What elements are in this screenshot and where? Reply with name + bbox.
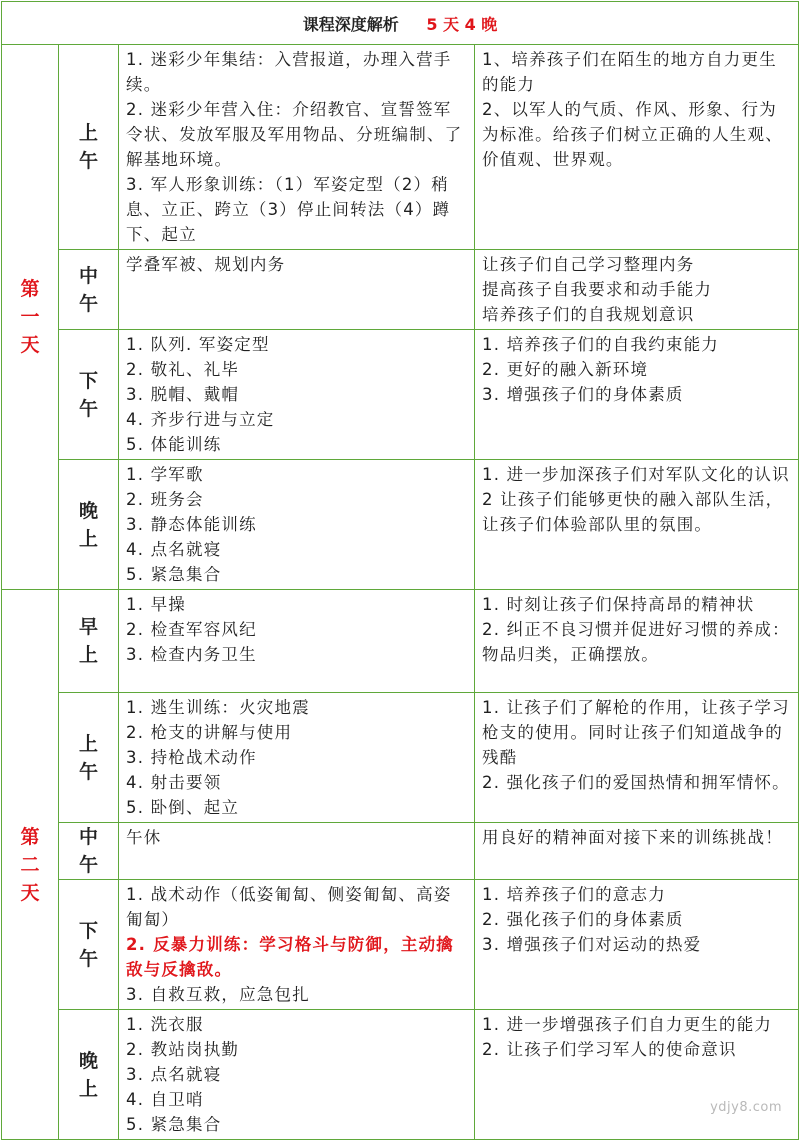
activity-item: 5. 卧倒、起立 — [126, 798, 240, 817]
goal-item: 2. 让孩子们学习军人的使命意识 — [482, 1040, 737, 1059]
goal-item: 2、以军人的气质、作风、形象、行为为标准。给孩子们树立正确的人生观、价值观、世界观。 — [482, 100, 783, 169]
goal-item: 培养孩子们的自我规划意识 — [482, 305, 695, 324]
goal-item: 2 让孩子们能够更快的融入部队生活，让孩子们体验部队里的氛围。 — [482, 490, 784, 534]
period-label — [59, 460, 119, 590]
activity-item: 学叠军被、规划内务 — [126, 255, 286, 274]
activity-item: 3. 检查内务卫生 — [126, 645, 257, 664]
period-char: 早 — [78, 616, 98, 638]
goals-cell — [475, 693, 799, 823]
goal-item: 让孩子们自己学习整理内务 — [482, 255, 695, 274]
table-header — [2, 2, 799, 45]
period-char: 晚 — [78, 499, 98, 522]
activity-item: 4. 自卫哨 — [126, 1090, 204, 1109]
activity-item: 5. 紧急集合 — [126, 565, 222, 584]
goal-item: 1. 培养孩子们的意志力 — [482, 885, 666, 904]
period-label — [59, 330, 119, 460]
goals-cell — [475, 330, 799, 460]
activity-item: 5. 体能训练 — [126, 435, 222, 454]
activity-item: 1. 战术动作（低姿匍匐、侧姿匍匐、高姿匍匐） — [126, 885, 452, 929]
period-char: 上 — [78, 1077, 98, 1100]
day1-label — [2, 45, 59, 590]
period-char: 午 — [78, 397, 98, 420]
period-char: 晚 — [78, 1049, 98, 1072]
goal-item: 2. 强化孩子们的身体素质 — [482, 910, 684, 929]
activities-cell — [119, 590, 475, 693]
goal-item: 1. 时刻让孩子们保持高昂的精神状 — [482, 595, 755, 614]
activity-item: 4. 齐步行进与立定 — [126, 410, 275, 429]
header-title: 课程深度解析 — [302, 14, 399, 34]
goals-cell — [475, 250, 799, 330]
period-char: 中 — [78, 826, 98, 848]
period-label — [59, 693, 119, 823]
activity-item: 1. 逃生训练：火灾地震 — [126, 698, 310, 717]
goal-item: 1、培养孩子们在陌生的地方自力更生的能力 — [482, 50, 777, 94]
goal-item: 2. 纠正不良习惯并促进好习惯的养成：物品归类，正确摆放。 — [482, 620, 790, 664]
activities-cell — [119, 45, 475, 250]
goals-cell — [475, 590, 799, 693]
activity-item: 2. 班务会 — [126, 490, 204, 509]
day2-label — [2, 590, 59, 1140]
day2-char: 天 — [20, 881, 40, 904]
goal-item: 提高孩子自我要求和动手能力 — [482, 280, 713, 299]
period-label — [59, 823, 119, 880]
period-char: 午 — [78, 854, 98, 876]
period-label — [59, 1010, 119, 1140]
header-subtitle: 5 天 4 晚 — [426, 14, 498, 34]
goals-cell — [475, 45, 799, 250]
period-char: 午 — [78, 947, 98, 970]
activity-item: 3. 持枪战术动作 — [126, 748, 257, 767]
activity-item: 3. 军人形象训练：（1）军姿定型（2）稍息、立正、跨立（3）停止间转法（4）蹲下、起立 — [126, 175, 451, 244]
period-char: 中 — [78, 264, 98, 287]
goal-item: 2. 更好的融入新环境 — [482, 360, 649, 379]
period-label — [59, 590, 119, 693]
goal-item: 1. 培养孩子们的自我约束能力 — [482, 335, 719, 354]
activity-item: 5. 紧急集合 — [126, 1115, 222, 1134]
activity-item: 2. 检查军容风纪 — [126, 620, 257, 639]
period-char: 上 — [78, 732, 98, 755]
activities-cell — [119, 460, 475, 590]
activity-item: 1. 迷彩少年集结：入营报道，办理入营手续。 — [126, 50, 452, 94]
goal-item: 用良好的精神面对接下来的训练挑战！ — [482, 828, 783, 847]
day2-char: 二 — [20, 853, 40, 876]
activities-cell — [119, 250, 475, 330]
goals-cell — [475, 460, 799, 590]
activities-cell — [119, 823, 475, 880]
activities-cell — [119, 693, 475, 823]
activity-item: 2. 枪支的讲解与使用 — [126, 723, 293, 742]
activity-item: 3. 脱帽、戴帽 — [126, 385, 240, 404]
activities-cell — [119, 1010, 475, 1140]
period-label — [59, 880, 119, 1010]
day1-char: 第 — [20, 278, 40, 300]
period-char: 上 — [78, 122, 98, 144]
activity-item: 3. 静态体能训练 — [126, 515, 257, 534]
activity-item: 2. 敬礼、礼毕 — [126, 360, 240, 379]
goals-cell — [475, 823, 799, 880]
period-label — [59, 45, 119, 250]
goals-cell — [475, 880, 799, 1010]
activity-item: 4. 点名就寝 — [126, 540, 222, 559]
activity-item: 3. 点名就寝 — [126, 1065, 222, 1084]
goal-item: 3. 增强孩子们的身体素质 — [482, 385, 684, 404]
course-schedule-table — [1, 1, 799, 1140]
activity-item: 2. 教站岗执勤 — [126, 1040, 240, 1059]
activities-cell — [119, 330, 475, 460]
goals-cell — [475, 1010, 799, 1140]
watermark: ydjy8.com — [710, 1100, 782, 1115]
goal-item: 1. 进一步增强孩子们自力更生的能力 — [482, 1015, 773, 1034]
goal-item: 1. 让孩子们了解枪的作用，让孩子学习枪支的使用。同时让孩子们知道战争的残酷 — [482, 698, 790, 767]
period-char: 下 — [78, 369, 98, 392]
activity-item: 4. 射击要领 — [126, 773, 222, 792]
period-char: 下 — [78, 919, 98, 942]
day2-char: 第 — [20, 825, 40, 848]
day1-char: 一 — [20, 306, 40, 328]
activity-item: 1. 洗衣服 — [126, 1015, 204, 1034]
period-char: 上 — [78, 527, 98, 550]
activity-item: 3. 自救互救，应急包扎 — [126, 985, 310, 1004]
activity-item: 1. 队列. 军姿定型 — [126, 335, 270, 354]
activity-item: 1. 早操 — [126, 595, 186, 614]
goal-item: 2. 强化孩子们的爱国热情和拥军情怀。 — [482, 773, 790, 792]
activity-item-highlight: 2. 反暴力训练：学习格斗与防御，主动擒敌与反擒敌。 — [126, 935, 454, 979]
activities-cell — [119, 880, 475, 1010]
period-char: 上 — [78, 644, 98, 666]
activity-item: 1. 学军歌 — [126, 465, 204, 484]
period-char: 午 — [78, 150, 98, 172]
goal-item: 1. 进一步加深孩子们对军队文化的认识 — [482, 465, 790, 484]
day1-char: 天 — [20, 334, 40, 356]
period-char: 午 — [78, 760, 98, 783]
activity-item: 2. 迷彩少年营入住：介绍教官、宣誓签军令状、发放军服及军用物品、分班编制、了解基地环境。 — [126, 100, 463, 169]
period-char: 午 — [78, 292, 98, 315]
period-label — [59, 250, 119, 330]
activity-item: 午休 — [126, 828, 162, 847]
goal-item: 3. 增强孩子们对运动的热爱 — [482, 935, 702, 954]
